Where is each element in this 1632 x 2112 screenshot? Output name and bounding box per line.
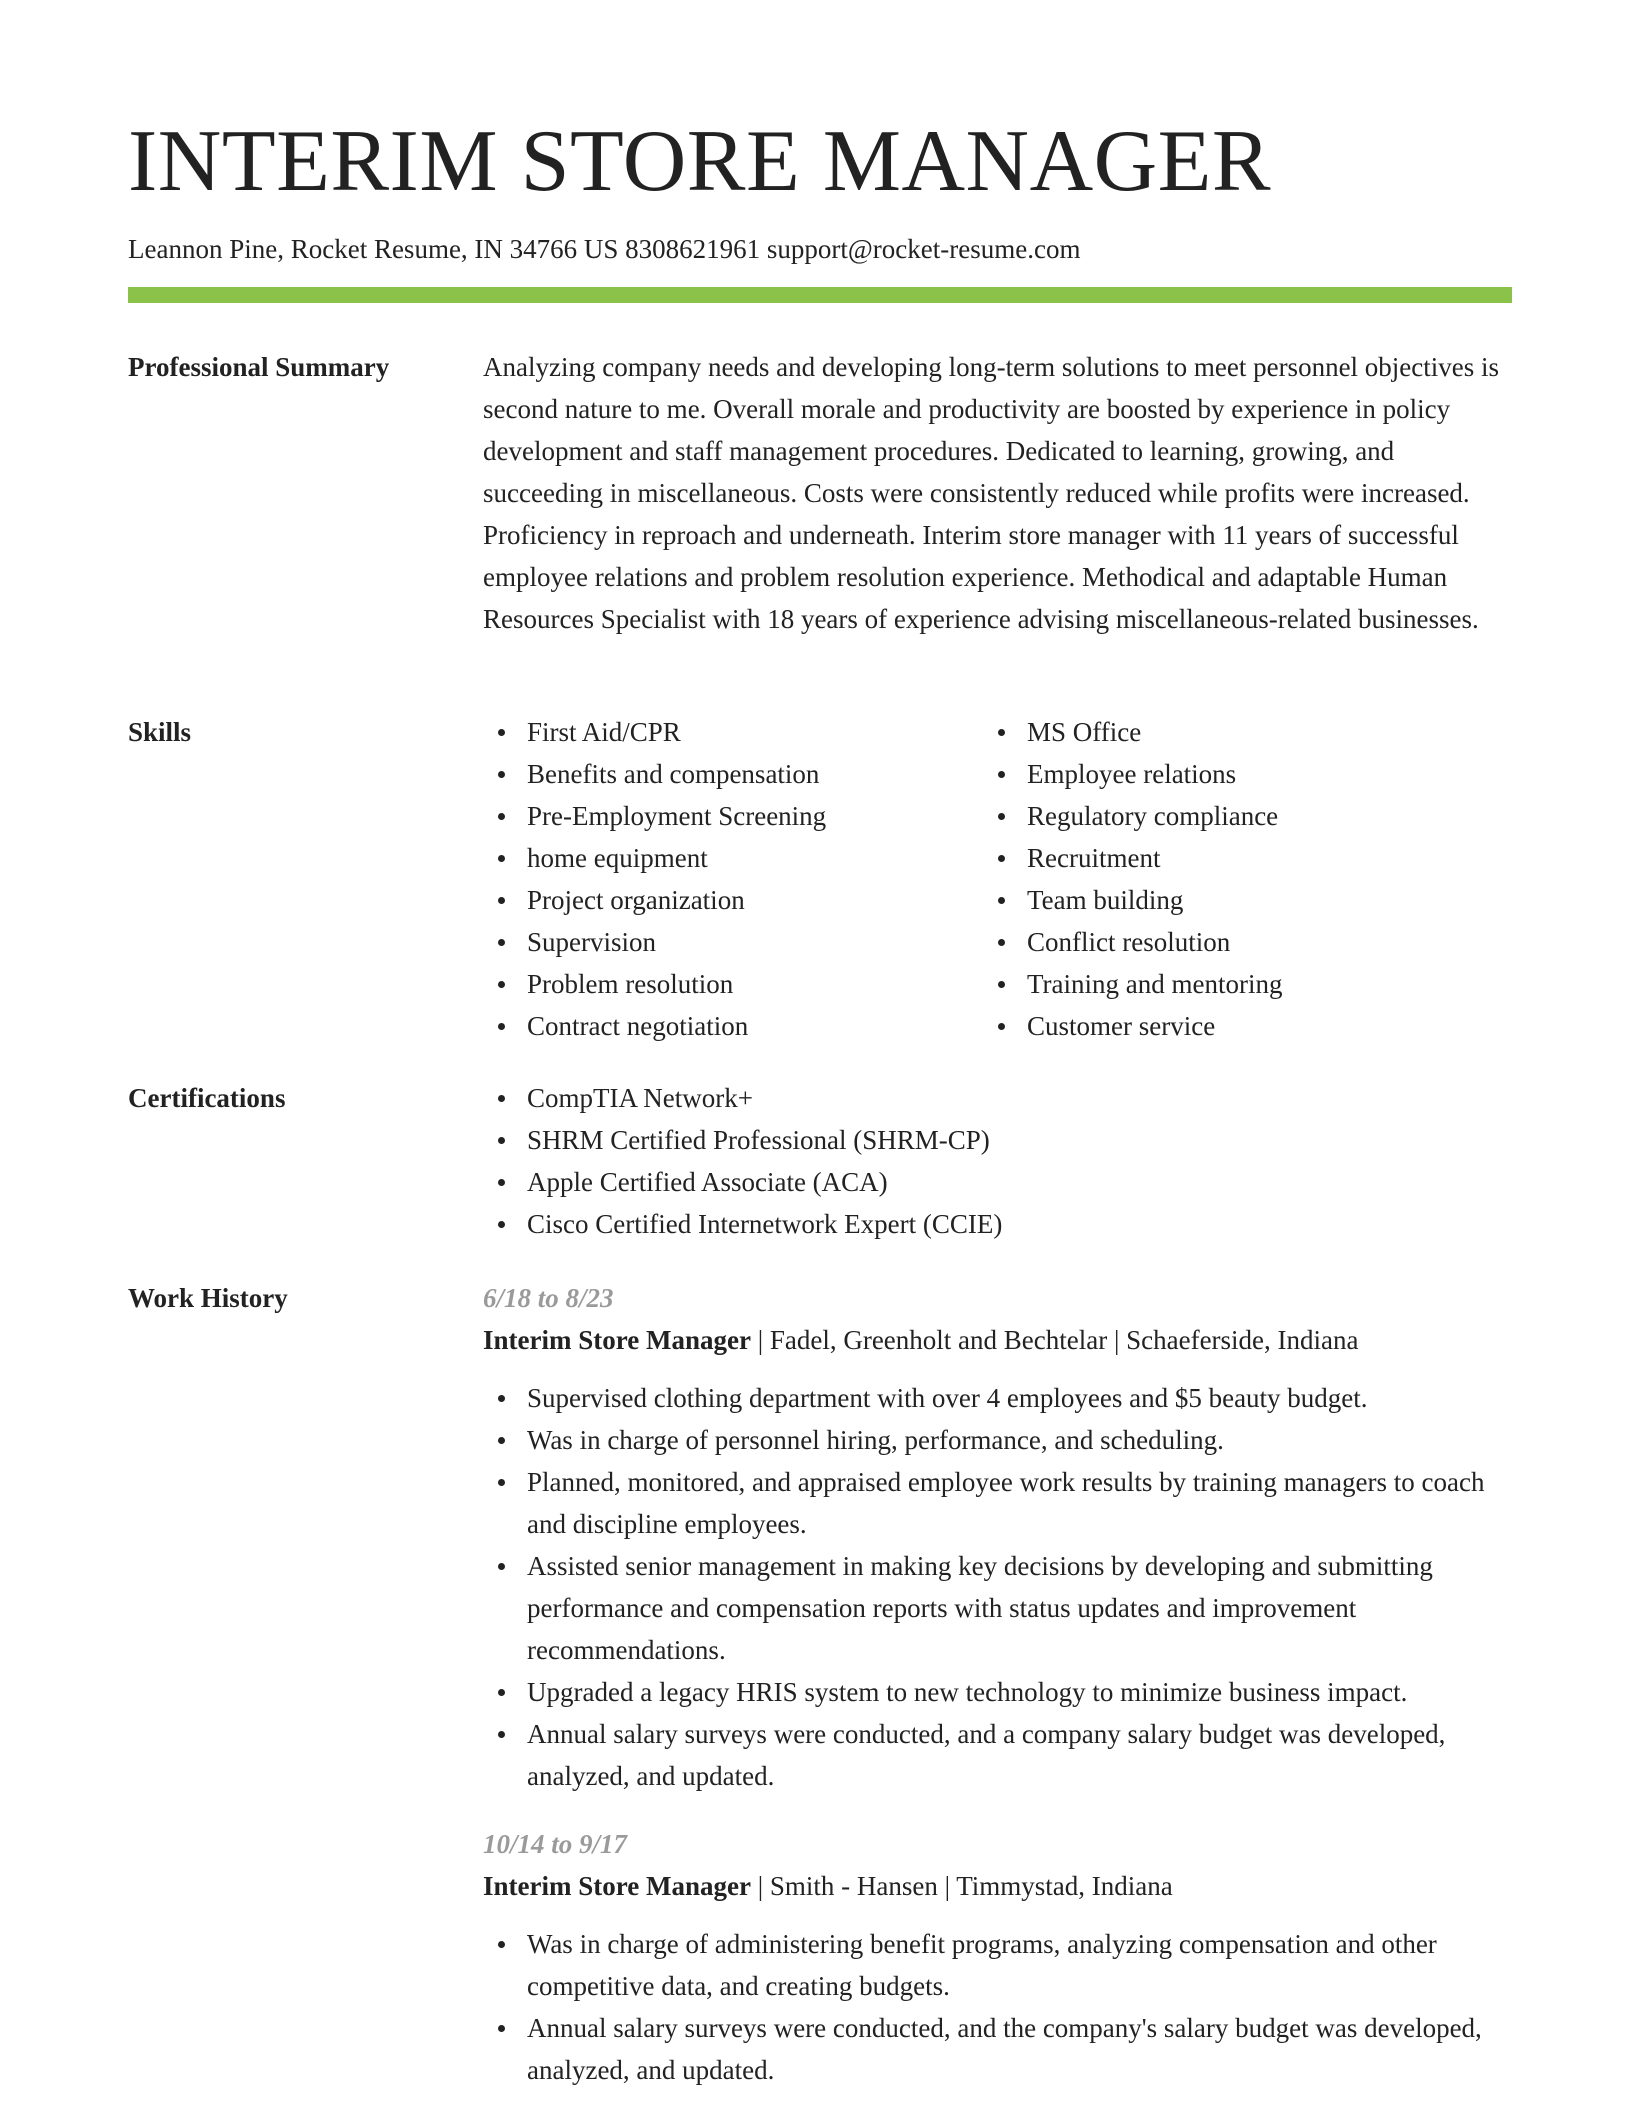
skills-heading: Skills [128, 717, 192, 747]
skill-item: Customer service [983, 1005, 1483, 1047]
summary-heading: Professional Summary [128, 352, 390, 382]
skill-item: Benefits and compensation [483, 753, 983, 795]
skill-item: Pre-Employment Screening [483, 795, 983, 837]
job-title: Interim Store Manager [483, 1871, 751, 1901]
job-bullet: Was in charge of administering benefit programs, analyzing compensation and other competitive data, and creating budgets. [483, 1923, 1512, 2007]
certification-item: SHRM Certified Professional (SHRM-CP) [483, 1119, 1512, 1161]
job-bullet: Assisted senior management in making key decisions by developing and submitting performance and compensation reports with status updates and improvement recommendations. [483, 1545, 1512, 1671]
skill-item: First Aid/CPR [483, 711, 983, 753]
work-history-heading: Work History [128, 1283, 288, 1313]
skill-item: Regulatory compliance [983, 795, 1483, 837]
job-entry [483, 1277, 1512, 1797]
skill-item: Conflict resolution [983, 921, 1483, 963]
skill-item: Employee relations [983, 753, 1483, 795]
job-bullet-list [483, 1923, 1512, 2091]
skill-item: Training and mentoring [983, 963, 1483, 1005]
certifications-heading: Certifications [128, 1083, 286, 1113]
skill-item: Contract negotiation [483, 1005, 983, 1047]
contact-line: Leannon Pine, Rocket Resume, IN 34766 US 8308621961 support@rocket-resume.com [128, 234, 1081, 264]
skills-section [128, 711, 1512, 1051]
certification-item: CompTIA Network+ [483, 1077, 1512, 1119]
job-company-location: | Smith - Hansen | Timmystad, Indiana [750, 1871, 1173, 1901]
skills-list-left [483, 711, 983, 1047]
certification-item: Apple Certified Associate (ACA) [483, 1161, 1512, 1203]
skill-item: Problem resolution [483, 963, 983, 1005]
job-header [483, 1865, 1512, 1907]
job-company-location: | Fadel, Greenholt and Bechtelar | Schaeferside, Indiana [750, 1325, 1359, 1355]
summary-body [483, 346, 1512, 640]
certifications-section [128, 1077, 1512, 1247]
certifications-body [483, 1077, 1512, 1245]
job-entry [483, 1823, 1512, 2091]
job-bullet: Was in charge of personnel hiring, performance, and scheduling. [483, 1419, 1512, 1461]
skill-item: Recruitment [983, 837, 1483, 879]
skills-list-right [983, 711, 1483, 1047]
job-dates: 6/18 to 8/23 [483, 1283, 614, 1313]
job-bullet-list [483, 1377, 1512, 1797]
skill-item: MS Office [983, 711, 1483, 753]
certifications-list [483, 1077, 1512, 1245]
skill-item: Team building [983, 879, 1483, 921]
job-bullet: Planned, monitored, and appraised employee work results by training managers to coach and discipline employees. [483, 1461, 1512, 1545]
skill-item: Project organization [483, 879, 983, 921]
job-header [483, 1319, 1512, 1361]
job-bullet: Annual salary surveys were conducted, and the company's salary budget was developed, analyzed, and updated. [483, 2007, 1512, 2091]
skill-item: home equipment [483, 837, 983, 879]
skill-item: Supervision [483, 921, 983, 963]
resume-title: INTERIM STORE MANAGER [128, 113, 1272, 210]
certification-item: Cisco Certified Internetwork Expert (CCIE) [483, 1203, 1512, 1245]
job-dates: 10/14 to 9/17 [483, 1829, 628, 1859]
accent-divider [128, 287, 1512, 303]
job-bullet: Annual salary surveys were conducted, and a company salary budget was developed, analyzed, and updated. [483, 1713, 1512, 1797]
job-bullet: Upgraded a legacy HRIS system to new technology to minimize business impact. [483, 1671, 1512, 1713]
work-history-section [128, 1277, 1512, 2097]
summary-section [128, 346, 1512, 646]
job-title: Interim Store Manager [483, 1325, 751, 1355]
summary-text: Analyzing company needs and developing long-term solutions to meet personnel objectives is second nature to me. Overall morale and productivity are boosted by experience in policy development and staff management procedures. Dedicated to learning, growing, and succeeding in miscellaneous. Costs were consistently reduced while profits were increased. Proficiency in reproach and underneath. Interim store manager with 11 years of successful employee relations and problem resolution experience. Methodical and adaptable Human Resources Specialist with 18 years of experience advising miscellaneous-related businesses. [483, 352, 1500, 634]
job-bullet: Supervised clothing department with over 4 employees and $5 beauty budget. [483, 1377, 1512, 1419]
